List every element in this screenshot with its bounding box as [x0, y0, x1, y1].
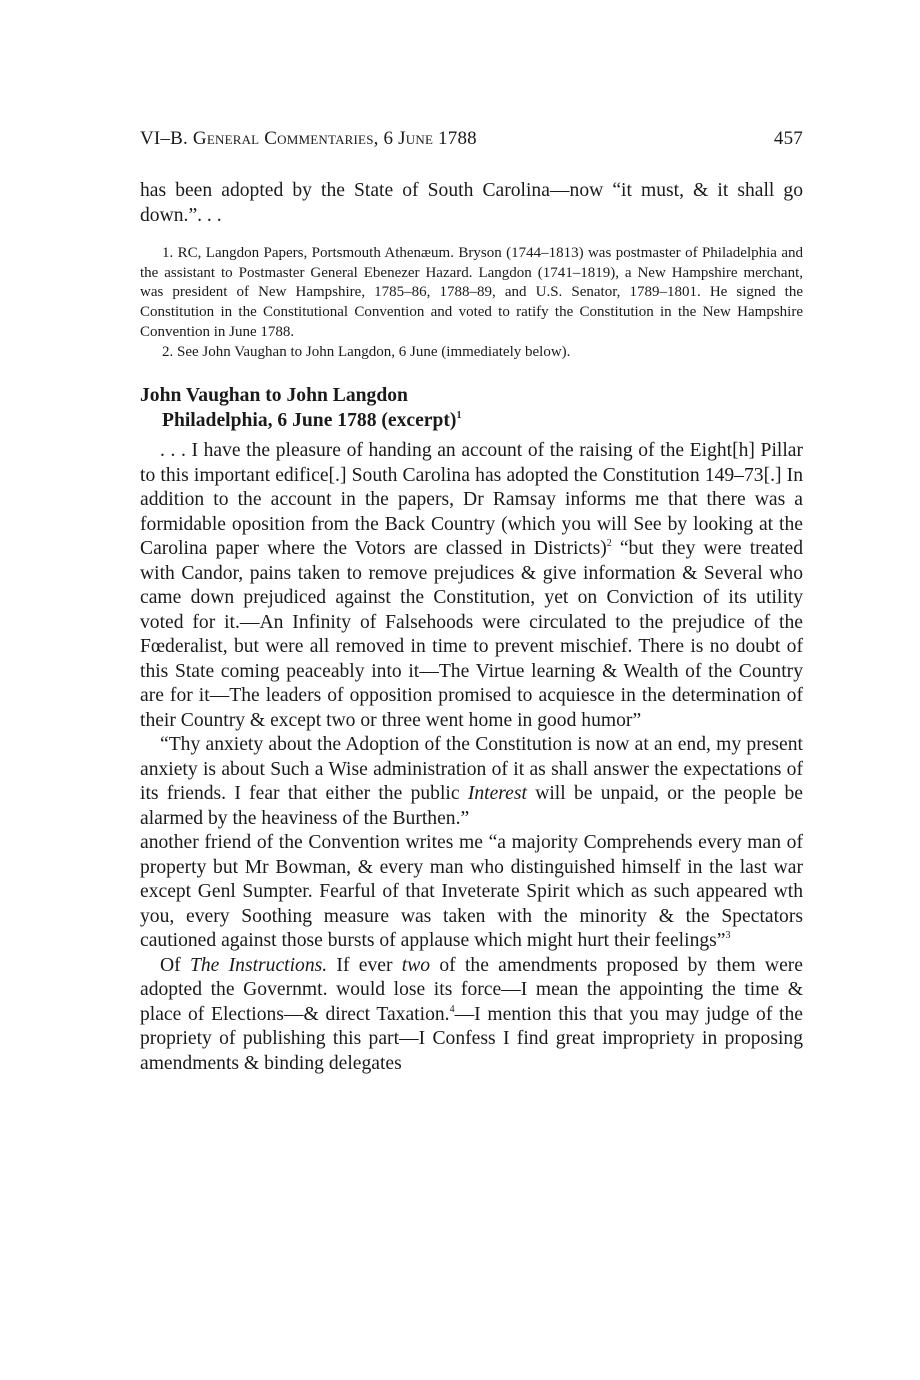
- letter-p4-text-d: —I mention this that you may judge of the propriety of publishing this part—I Confess I find great impropriety in proposing amendments & binding delegates: [140, 1003, 803, 1074]
- heading-note-ref: 1: [456, 409, 462, 421]
- letter-p4-text-a: Of: [160, 954, 190, 976]
- letter-p1-text-a: . . . I have the pleasure of handing an account of the raising of the Eight[h] Pillar to this important edifice[.] South Carolina has adopted the Constitution 149–73[.] In addition to the account in the papers, Dr Ramsay informs me that there was a formidable oposition from the Back Country (which you will See by looking at the Carolina paper where the Votors are classed in Districts): [140, 440, 803, 560]
- letter-paragraph-3: [140, 831, 803, 954]
- letter-p1-text-b: “but they were treated with Candor, pains taken to remove prejudices & give information & Several who came down prejudiced against the Constitution, yet on Conviction of its utility voted for it.—An Infinity of Falsehoods were circulated to the prejudice of the Fœderalist, but were all removed in time to prevent mischief. There is no doubt of this State coming peaceably into it—The Virtue learning & Wealth of the Country are for it—The leaders of opposition promised to acquiesce in the determination of their Country & except two or three went home in good humor”: [140, 538, 803, 731]
- letter-p2-italic: Interest: [467, 783, 527, 805]
- document-page: [140, 128, 803, 1076]
- letter-p3-text: another friend of the Convention writes me “a majority Comprehends every man of property but Mr Bowman, & every man who distinguished himself in the last war except Genl Sumpter. Fearful of that Inveterate Spirit which as such appeared wth you, every Soothing measure was taken with the minority & the Spectators cautioned against those bursts of applause which might hurt their feelings”: [140, 832, 803, 952]
- letter-p2-text-b: will be unpaid, or the people be alarmed by the heaviness of the Burthen.”: [140, 783, 803, 829]
- note-ref-3: 3: [725, 930, 731, 942]
- running-head-title: VI–B. General Commentaries, 6 June 1788: [140, 128, 477, 149]
- letter-heading-dateline: [140, 409, 803, 434]
- letter-p2-text-a: “Thy anxiety about the Adoption of the Constitution is now at an end, my present anxiety is about Such a Wise administration of it as shall answer the expectations of its friends. I fear that either the public: [140, 734, 803, 805]
- letter-paragraph-2: [140, 733, 803, 831]
- letter-p4-italic-1: The Instructions.: [189, 954, 328, 976]
- letter-p4-text-c: of the amendments proposed by them were adopted the Governmt. would lose its force—I mean the appointing the time & place of Elections—& direct Taxation.: [140, 954, 803, 1025]
- letter-paragraph-4: [140, 954, 803, 1077]
- note-ref-2: 2: [606, 538, 612, 550]
- footnote-1: 1. RC, Langdon Papers, Portsmouth Athenæum. Bryson (1744–1813) was postmaster of Philadelphia and the assistant to Postmaster General Ebenezer Hazard. Langdon (1741–1819), a New Hampshire merchant, was president of New Hampshire, 1785–86, 1788–89, and U.S. Senator, 1789–1801. He signed the Constitution in the Constitutional Convention and voted to ratify the Constitution in the New Hampshire Convention in June 1788.: [140, 245, 803, 340]
- letter-heading-title: John Vaughan to John Langdon: [140, 385, 408, 407]
- continuation-paragraph: has been adopted by the State of South Carolina—now “it must, & it shall go down.”. . .: [140, 180, 803, 226]
- letter-body: [140, 439, 803, 1076]
- note-ref-4: 4: [449, 1003, 455, 1015]
- running-head: [140, 128, 803, 156]
- letter-p4-text-b: If ever: [327, 954, 402, 976]
- footnotes: [140, 244, 803, 362]
- letter-heading-place-date: Philadelphia, 6 June 1788 (excerpt): [162, 409, 457, 431]
- footnote-2: 2. See John Vaughan to John Langdon, 6 June (immediately below).: [162, 343, 571, 360]
- letter-heading: [140, 384, 803, 433]
- page-number: 457: [773, 128, 803, 149]
- letter-paragraph-1: [140, 439, 803, 733]
- letter-p4-italic-2: two: [401, 954, 431, 976]
